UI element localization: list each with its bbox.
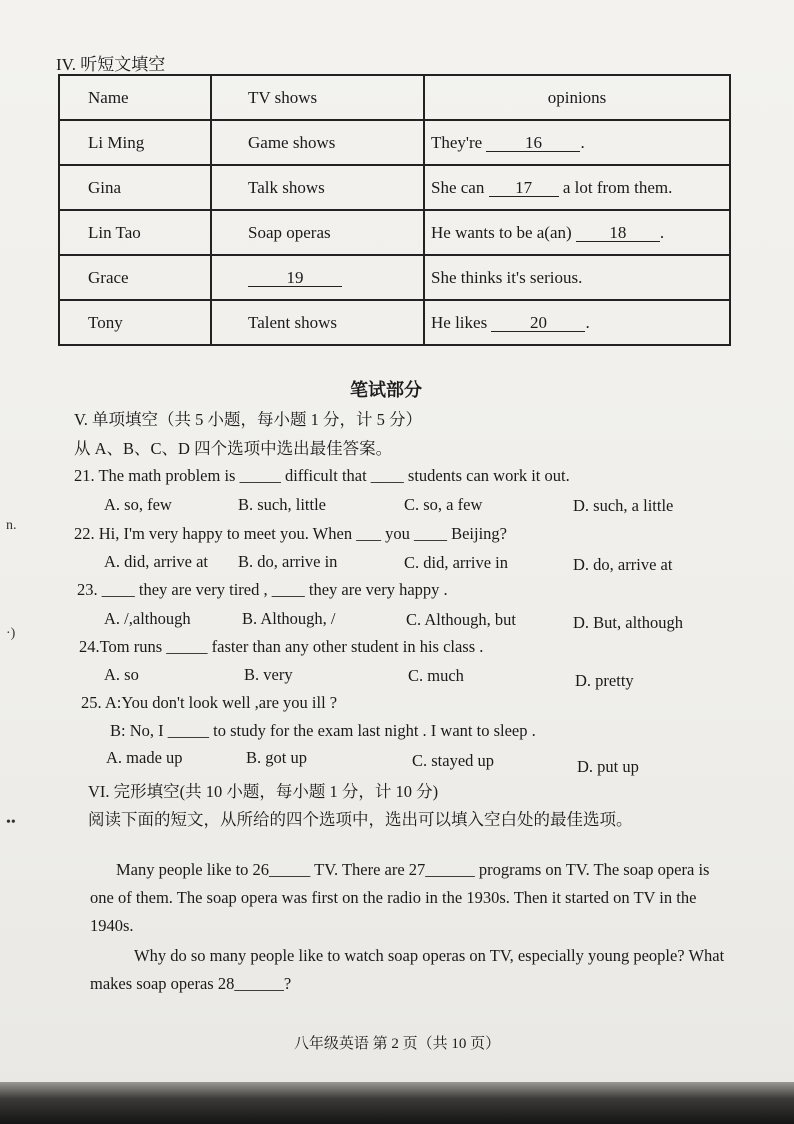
question-22-stem: 22. Hi, I'm very happy to meet you. When ___ you ____ Beijing?	[74, 524, 507, 543]
q24-option-a[interactable]: A. so	[104, 665, 139, 684]
section-5-title: V. 单项填空（共 5 小题，每小题 1 分，计 5 分）	[74, 410, 423, 429]
q24-option-c[interactable]: C. much	[408, 666, 464, 685]
question-25-stem: 25. A:You don't look well ,are you ill ?	[81, 693, 338, 712]
margin-mark: ••	[6, 815, 16, 830]
row-name: Tony	[59, 300, 211, 345]
opinion-suffix: .	[580, 132, 585, 152]
q22-option-b[interactable]: B. do, arrive in	[238, 552, 338, 571]
q24-option-d[interactable]: D. pretty	[575, 671, 634, 690]
opinion-prefix: They're	[431, 132, 483, 152]
answer-blank-16[interactable]: 16	[486, 135, 580, 152]
q21-option-a[interactable]: A. so, few	[104, 495, 172, 514]
answer-blank-17[interactable]: 17	[489, 180, 559, 197]
answer-blank-19[interactable]: 19	[248, 270, 342, 287]
row-show: Game shows	[211, 120, 424, 165]
question-24-stem: 24.Tom runs _____ faster than any other student in his class .	[79, 637, 484, 656]
section-5-instructions: 从 A、B、C、D 四个选项中选出最佳答案。	[74, 439, 393, 458]
q22-option-a[interactable]: A. did, arrive at	[104, 552, 209, 571]
q24-option-b[interactable]: B. very	[244, 665, 293, 684]
row-opinion	[424, 120, 730, 165]
row-opinion	[424, 300, 730, 345]
q23-option-b[interactable]: B. Although, /	[242, 609, 336, 628]
q25-option-a[interactable]: A. made up	[106, 748, 183, 767]
q21-option-c[interactable]: C. so, a few	[404, 495, 483, 514]
row-opinion	[424, 165, 730, 210]
written-part-title: 笔试部分	[350, 380, 422, 400]
q22-option-c[interactable]: C. did, arrive in	[404, 553, 509, 572]
listening-table	[58, 74, 731, 346]
opinion-suffix: .	[659, 222, 665, 242]
margin-mark: n.	[6, 518, 17, 533]
cloze-paragraph-1: Many people like to 26_____ TV. There are 27______ programs on TV. The soap opera is one of them. The soap opera was first on the radio in the 1930s. Then it started on TV in the 1940s.	[90, 860, 710, 935]
answer-blank-20[interactable]: 20	[491, 315, 585, 332]
question-21-stem: 21. The math problem is _____ difficult that ____ students can work it out.	[74, 466, 570, 485]
cloze-paragraph-2: Why do so many people like to watch soap operas on TV, especially young people? What makes soap operas 28______?	[90, 946, 725, 993]
page-footer: 八年级英语 第 2 页（共 10 页）	[293, 1036, 501, 1052]
opinion-prefix: She can	[431, 177, 485, 197]
q23-option-d[interactable]: D. But, although	[573, 613, 683, 632]
row-show: Soap operas	[211, 210, 424, 255]
header-tv-shows: TV shows	[211, 75, 424, 120]
table-row	[59, 210, 730, 255]
row-name: Li Ming	[59, 120, 211, 165]
table-header-row	[59, 75, 730, 120]
row-show	[211, 255, 424, 300]
q25-option-b[interactable]: B. got up	[246, 748, 307, 767]
q25-option-d[interactable]: D. put up	[577, 757, 639, 776]
section-4-title: IV. 听短文填空	[56, 55, 166, 74]
opinion-suffix: .	[585, 312, 590, 332]
row-name: Gina	[59, 165, 211, 210]
q23-option-a[interactable]: A. /,although	[104, 609, 191, 628]
opinion-suffix: a lot from them.	[562, 177, 673, 197]
opinion-prefix: He likes	[431, 312, 488, 332]
q21-option-b[interactable]: B. such, little	[238, 495, 326, 514]
section-6-instructions: 阅读下面的短文，从所给的四个选项中，选出可以填入空白处的最佳选项。	[88, 810, 633, 829]
table-row	[59, 120, 730, 165]
header-name: Name	[59, 75, 211, 120]
row-show: Talk shows	[211, 165, 424, 210]
question-23-stem: 23. ____ they are very tired , ____ they are very happy .	[77, 580, 448, 599]
table-row	[59, 165, 730, 210]
section-6-title: VI. 完形填空(共 10 小题，每小题 1 分，计 10 分)	[88, 782, 439, 801]
header-opinions: opinions	[424, 75, 730, 120]
q22-option-d[interactable]: D. do, arrive at	[573, 555, 673, 574]
row-name: Lin Tao	[59, 210, 211, 255]
table-row	[59, 255, 730, 300]
answer-blank-18[interactable]: 18	[576, 225, 660, 242]
opinion-prefix: He wants to be a(an)	[431, 222, 572, 242]
question-25-stem-b: B: No, I _____ to study for the exam last night . I want to sleep .	[110, 721, 536, 740]
row-show: Talent shows	[211, 300, 424, 345]
row-opinion: She thinks it's serious.	[424, 255, 730, 300]
scan-shadow-strip	[0, 1082, 794, 1124]
margin-mark: ·)	[6, 626, 16, 641]
q23-option-c[interactable]: C. Although, but	[406, 610, 517, 629]
row-opinion	[424, 210, 730, 255]
table-row	[59, 300, 730, 345]
q25-option-c[interactable]: C. stayed up	[412, 751, 495, 770]
q21-option-d[interactable]: D. such, a little	[573, 496, 674, 515]
row-name: Grace	[59, 255, 211, 300]
